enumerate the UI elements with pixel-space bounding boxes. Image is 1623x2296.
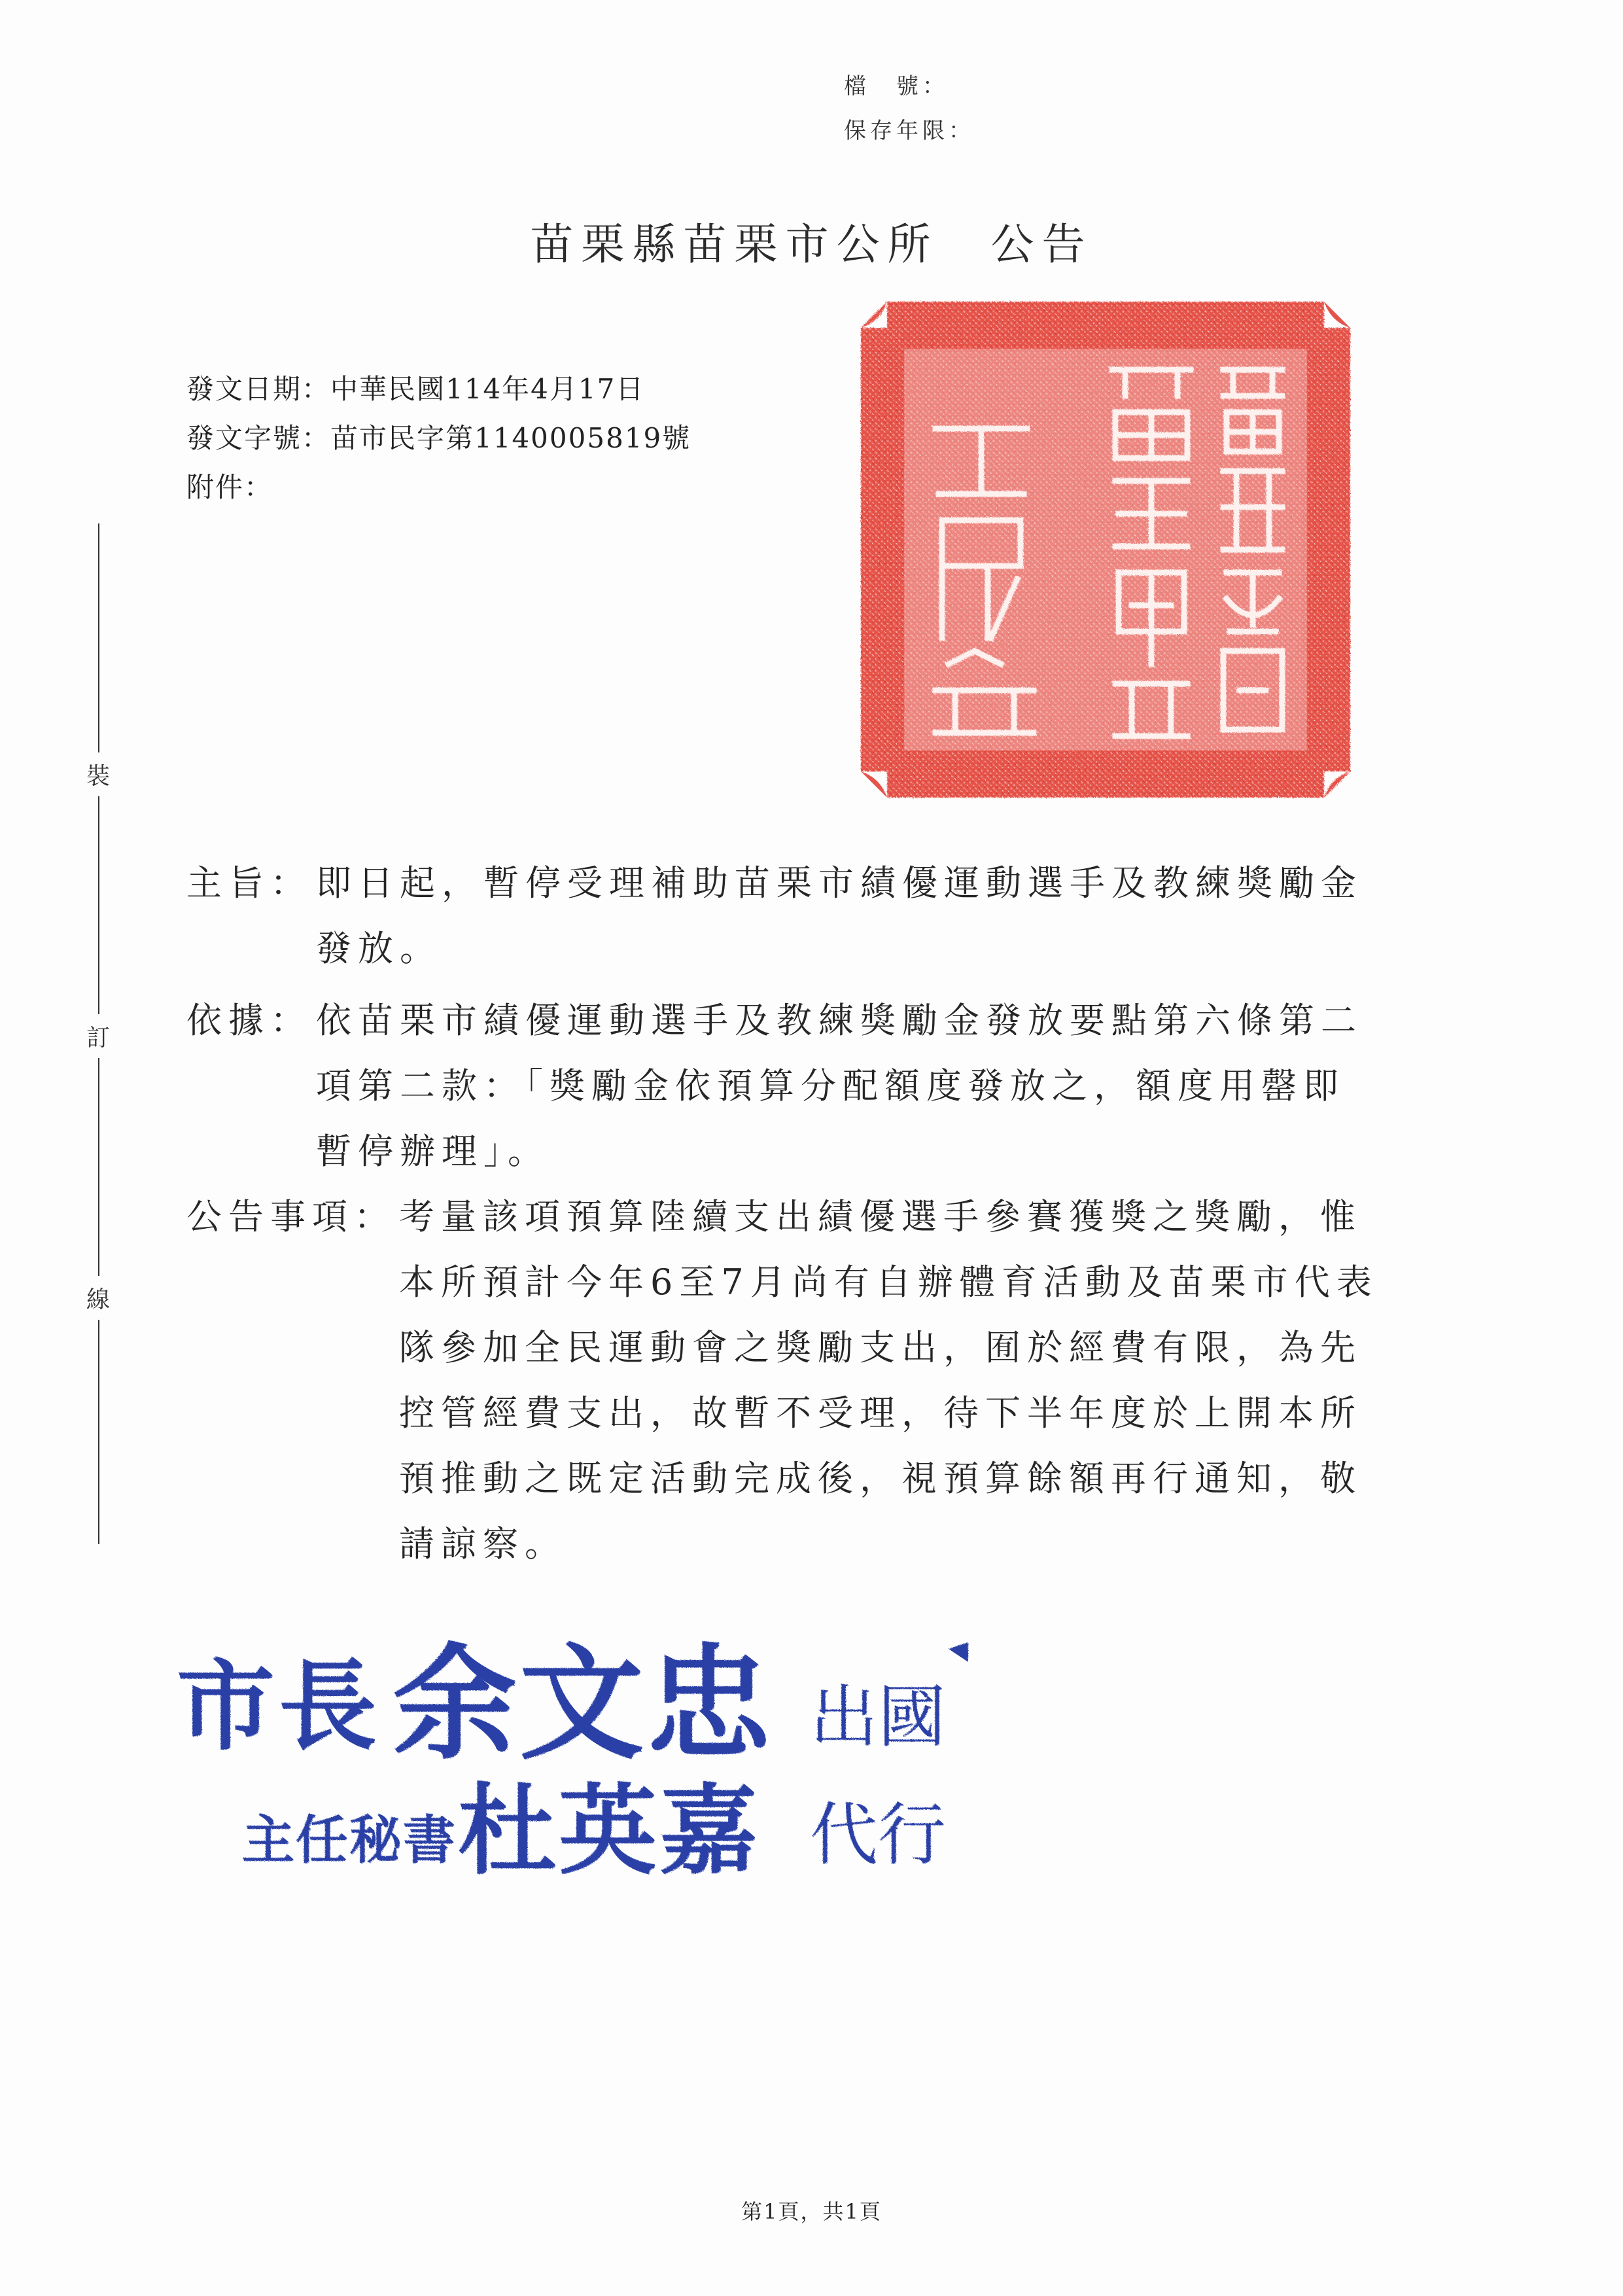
notice-label: 公告事項： — [186, 1196, 396, 1237]
binding-mark-ding: 訂 — [86, 1014, 110, 1058]
page-number: 第1頁，共1頁 — [741, 2199, 882, 2224]
file-number-label: 檔 號： — [844, 73, 949, 99]
svg-text:市長: 市長 — [177, 1649, 381, 1764]
basis-text: 依苗栗市績優運動選手及教練獎勵金發放要點第六條第二 項第二款：「獎勵金依預算分配額度發放之，額度用罄即 暫停辦理」。 — [316, 1000, 1363, 1172]
svg-text:代行: 代行 — [810, 1795, 947, 1875]
svg-text:余文忠: 余文忠 — [393, 1631, 774, 1776]
mayor-signature-stamp — [177, 1629, 975, 1904]
issuing-agency: 苗栗縣苗栗市公所 — [530, 219, 939, 270]
binding-mark-xian: 線 — [86, 1276, 110, 1320]
reference-number: 發文字號：苗市民字第1140005819號 — [186, 422, 691, 454]
basis-label: 依據： — [186, 1000, 312, 1041]
document-title — [0, 209, 1623, 272]
svg-text:主任秘書: 主任秘書 — [242, 1809, 457, 1871]
issue-date: 發文日期：中華民國114年4月17日 — [186, 373, 645, 405]
svg-text:杜英嘉: 杜英嘉 — [458, 1773, 761, 1888]
subject-label: 主旨： — [186, 862, 312, 904]
svg-text:出國: 出國 — [810, 1677, 947, 1757]
official-seal-image — [857, 298, 1354, 802]
notice-section — [186, 1184, 1429, 1590]
retention-period-label: 保存年限： — [844, 118, 975, 144]
document-type: 公告 — [990, 219, 1093, 270]
binding-mark-zhuang: 裝 — [86, 752, 110, 796]
notice-text: 考量該項預算陸續支出績優選手參賽獲獎之獎勵，惟 本所預計今年6至7月尚有自辦體育活動及苗栗市代表 隊參加全民運動會之獎勵支出，囿於經費有限，為先 控管經費支出，故暫不受理，待下半年度於上開本所 預推動之既定活動完成後，視預算餘額再行通知，敬 請諒察。 — [399, 1196, 1378, 1564]
basis-section — [186, 988, 1429, 1184]
subject-section — [186, 851, 1429, 981]
subject-text: 即日起，暫停受理補助苗栗市績優運動選手及教練獎勵金 發放。 — [316, 862, 1363, 969]
attachment: 附件： — [186, 471, 273, 503]
